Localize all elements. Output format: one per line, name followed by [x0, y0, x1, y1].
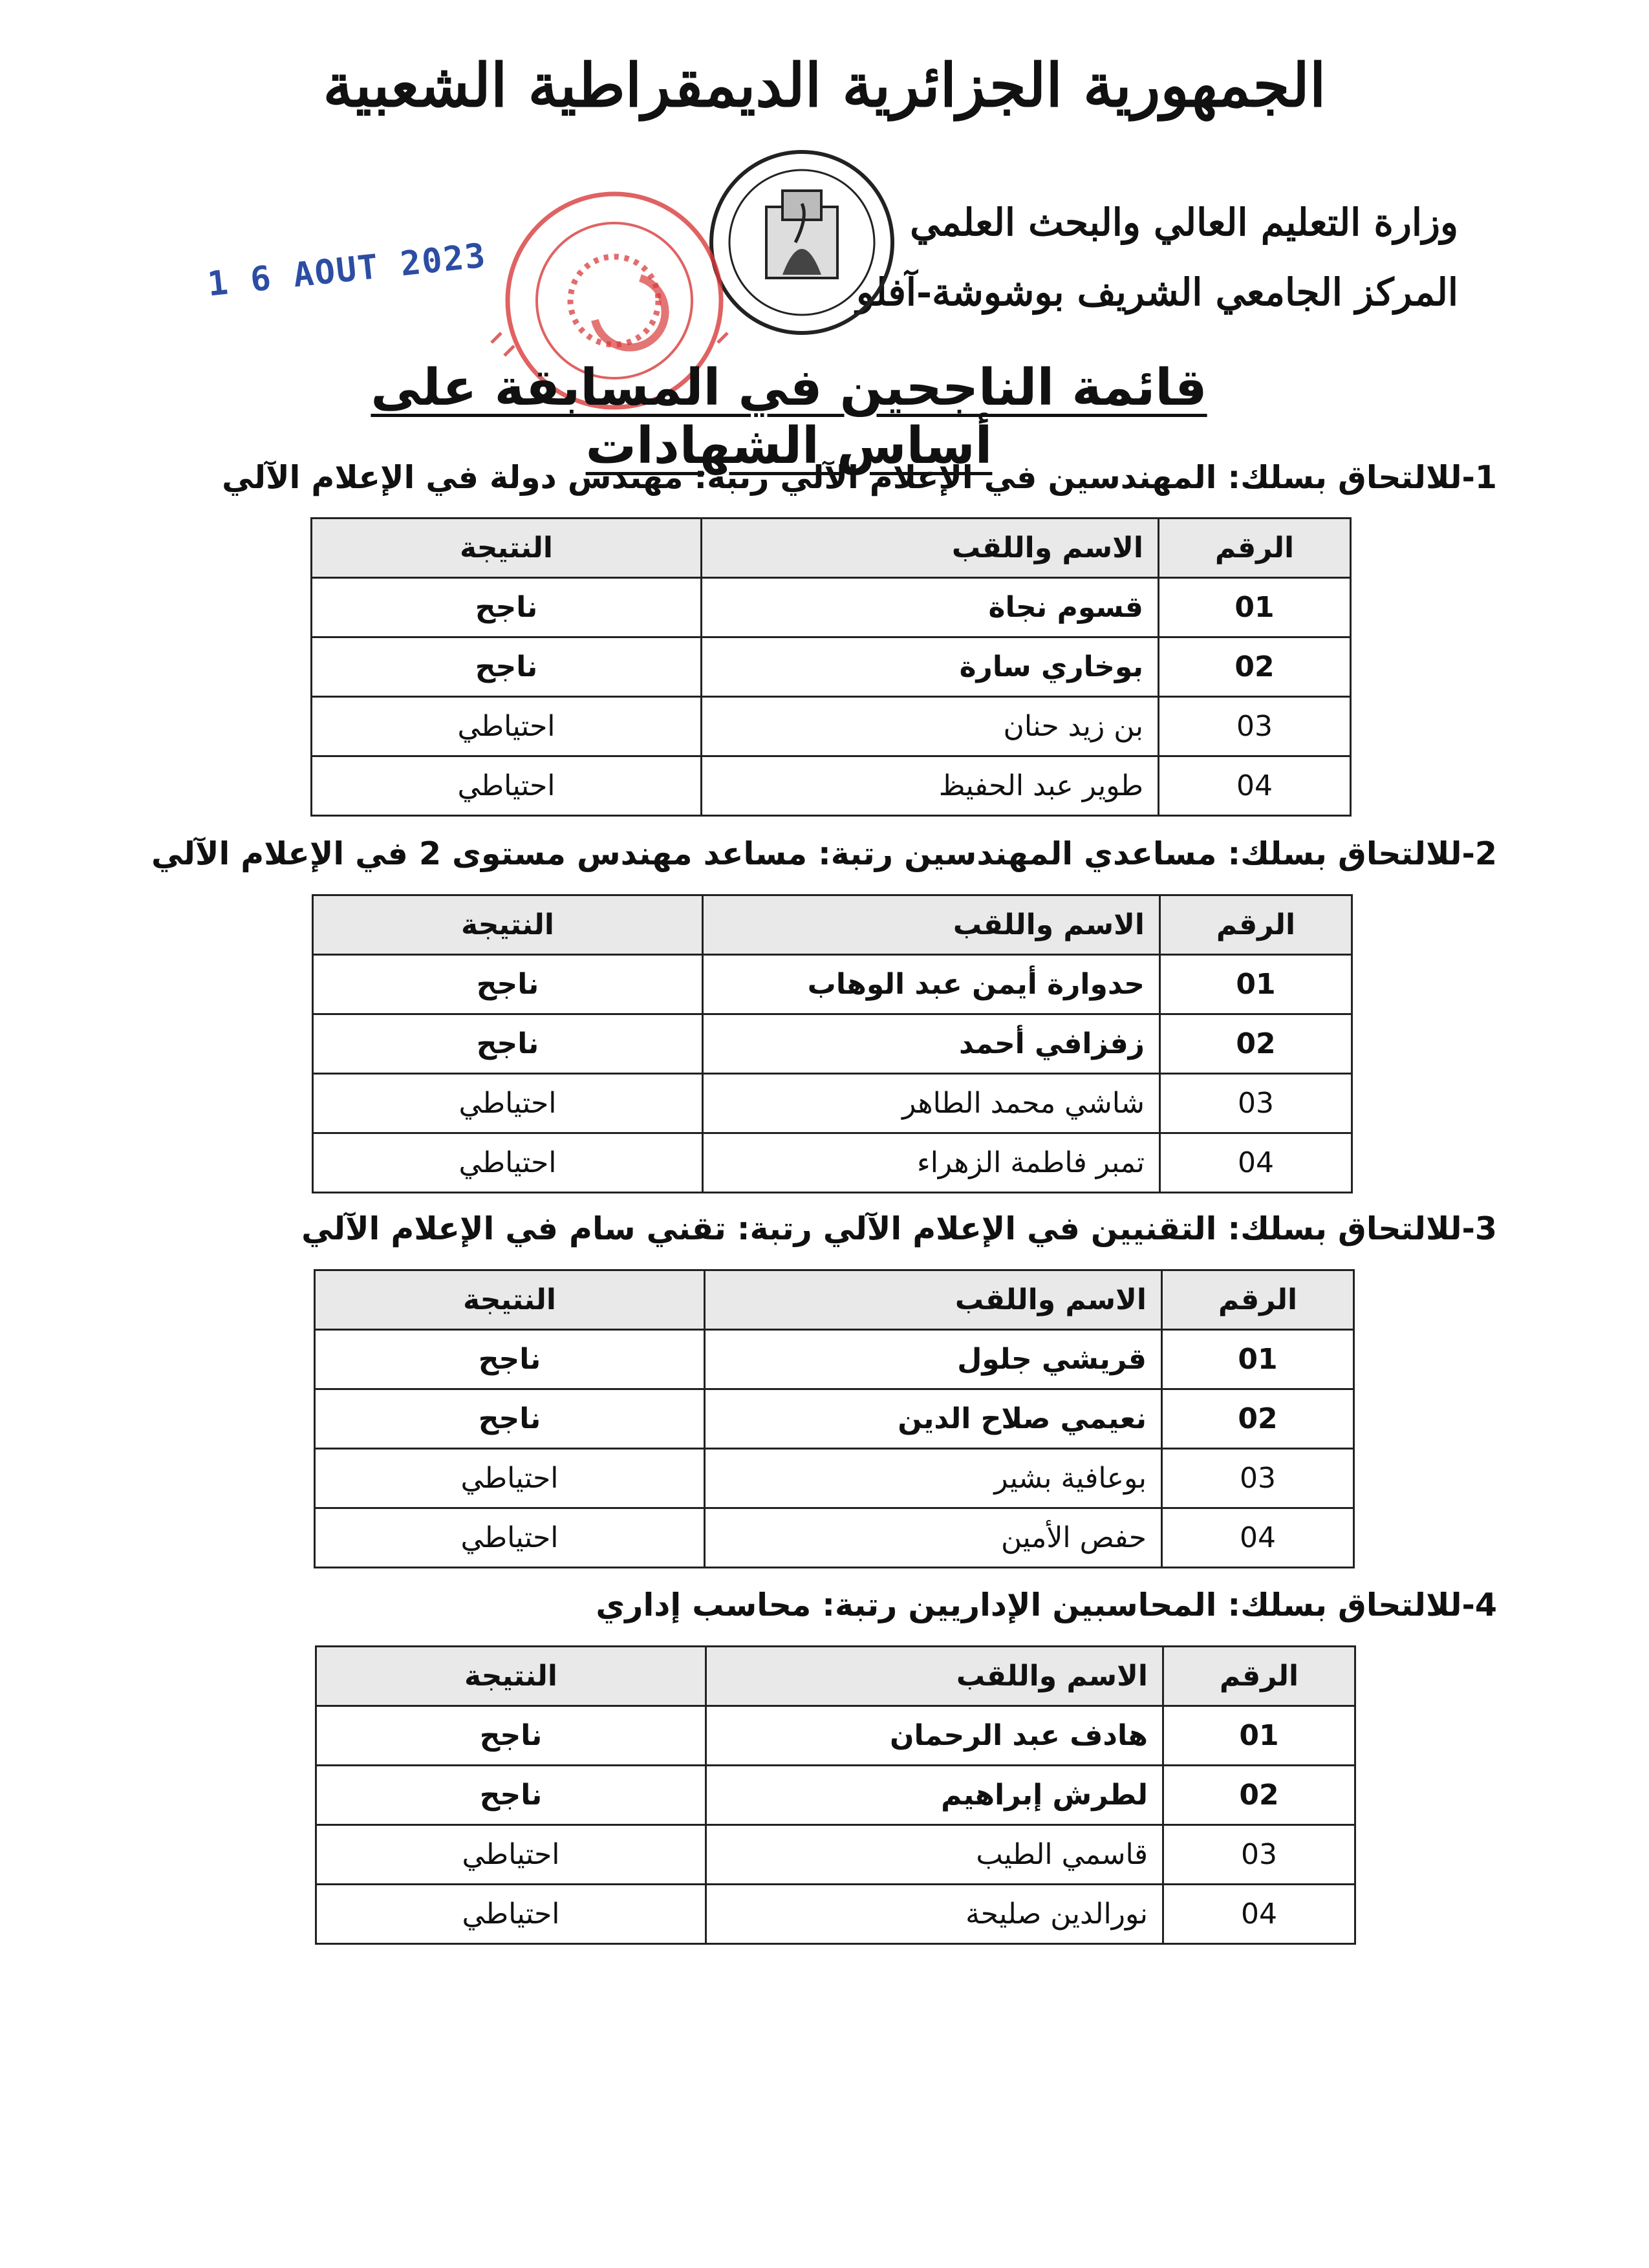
table-row — [313, 1014, 1352, 1074]
table-row — [316, 1825, 1355, 1885]
candidate-name: قسوم نجاة — [702, 578, 1159, 637]
row-number: 02 — [1162, 1389, 1354, 1449]
column-header-result: النتيجة — [312, 519, 702, 578]
ministry-name: وزارة التعليم العالي والبحث العلمي — [910, 200, 1458, 244]
result-cell: احتياطي — [315, 1508, 705, 1568]
row-number: 04 — [1162, 1508, 1354, 1568]
candidate-name: تمبر فاطمة الزهراء — [703, 1133, 1160, 1193]
row-number: 01 — [1159, 578, 1351, 637]
row-number: 03 — [1163, 1825, 1355, 1885]
candidate-name: بوخاري سارة — [702, 637, 1159, 697]
row-number: 03 — [1162, 1449, 1354, 1508]
candidate-name: حفص الأمين — [705, 1508, 1162, 1568]
candidate-name: قاسمي الطيب — [706, 1825, 1163, 1885]
row-number: 04 — [1163, 1885, 1355, 1944]
column-header-name: الاسم واللقب — [702, 519, 1159, 578]
candidate-name: بن زيد حنان — [702, 697, 1159, 756]
column-header-name: الاسم واللقب — [703, 895, 1160, 955]
institution-name: المركز الجامعي الشريف بوشوشة-آفلو — [856, 270, 1458, 314]
column-header-name: الاسم واللقب — [706, 1647, 1163, 1706]
section-4-table — [315, 1645, 1356, 1945]
candidate-name: حدوارة أيمن عبد الوهاب — [703, 955, 1160, 1014]
row-number: 02 — [1163, 1766, 1355, 1825]
table-row — [316, 1766, 1355, 1825]
table-row — [315, 1508, 1354, 1568]
column-header-number: الرقم — [1159, 519, 1351, 578]
column-header-number: الرقم — [1160, 895, 1352, 955]
table-row — [312, 697, 1351, 756]
section-3-table — [314, 1269, 1355, 1568]
result-cell: احتياطي — [312, 756, 702, 816]
table-row — [315, 1330, 1354, 1389]
row-number: 04 — [1159, 756, 1351, 816]
table-row — [316, 1885, 1355, 1944]
row-number: 01 — [1160, 955, 1352, 1014]
result-cell: ناجح — [315, 1330, 705, 1389]
section-2-table — [312, 894, 1353, 1193]
candidate-name: قريشي جلول — [705, 1330, 1162, 1389]
candidate-name: هادف عبد الرحمان — [706, 1706, 1163, 1766]
result-cell: ناجح — [313, 1014, 703, 1074]
result-cell: احتياطي — [313, 1133, 703, 1193]
table-header-row — [312, 519, 1351, 578]
table-row — [312, 578, 1351, 637]
section-2-heading: 2-للالتحاق بسلك: مساعدي المهندسين رتبة: مساعد مهندس مستوى 2 في الإعلام الآلي — [151, 835, 1497, 872]
column-header-result: النتيجة — [313, 895, 703, 955]
result-cell: ناجح — [316, 1706, 706, 1766]
table-row — [313, 1074, 1352, 1133]
table-row — [316, 1706, 1355, 1766]
row-number: 03 — [1159, 697, 1351, 756]
candidate-name: لطرش إبراهيم — [706, 1766, 1163, 1825]
result-cell: ناجح — [315, 1389, 705, 1449]
row-number: 04 — [1160, 1133, 1352, 1193]
candidate-name: زفزافي أحمد — [703, 1014, 1160, 1074]
table-row — [312, 756, 1351, 816]
row-number: 02 — [1160, 1014, 1352, 1074]
row-number: 01 — [1162, 1330, 1354, 1389]
result-cell: احتياطي — [313, 1074, 703, 1133]
result-cell: احتياطي — [316, 1825, 706, 1885]
section-3-heading: 3-للالتحاق بسلك: التقنيين في الإعلام الآلي رتبة: تقني سام في الإعلام الآلي — [301, 1210, 1497, 1247]
column-header-number: الرقم — [1163, 1647, 1355, 1706]
result-cell: ناجح — [312, 637, 702, 697]
column-header-name: الاسم واللقب — [705, 1270, 1162, 1330]
row-number: 01 — [1163, 1706, 1355, 1766]
candidate-name: طوير عبد الحفيظ — [702, 756, 1159, 816]
result-cell: ناجح — [316, 1766, 706, 1825]
result-cell: احتياطي — [312, 697, 702, 756]
result-cell: احتياطي — [316, 1885, 706, 1944]
date-received-stamp: 1 6 AOUT 2023 — [206, 236, 488, 305]
row-number: 03 — [1160, 1074, 1352, 1133]
candidate-name: نعيمي صلاح الدين — [705, 1389, 1162, 1449]
issuer-block — [856, 187, 1458, 327]
result-cell: ناجح — [312, 578, 702, 637]
column-header-result: النتيجة — [315, 1270, 705, 1330]
table-header-row — [316, 1647, 1355, 1706]
table-header-row — [313, 895, 1352, 955]
column-header-number: الرقم — [1162, 1270, 1354, 1330]
result-cell: ناجح — [313, 955, 703, 1014]
section-1-table — [310, 517, 1352, 817]
result-cell: احتياطي — [315, 1449, 705, 1508]
table-row — [315, 1449, 1354, 1508]
table-row — [313, 955, 1352, 1014]
column-header-result: النتيجة — [316, 1647, 706, 1706]
table-row — [312, 637, 1351, 697]
section-4-heading: 4-للالتحاق بسلك: المحاسبين الإداريين رتبة: محاسب إداري — [596, 1587, 1497, 1623]
candidate-name: بوعافية بشير — [705, 1449, 1162, 1508]
republic-title: الجمهورية الجزائرية الديمقراطية الشعبية — [323, 50, 1326, 120]
candidate-name: نورالدين صليحة — [706, 1885, 1163, 1944]
document-title: قائمة الناجحين في المسابقة على أساس الشهادات — [371, 359, 1207, 475]
section-1-heading: 1-للالتحاق بسلك: المهندسين في الإعلام الآلي رتبة: مهندس دولة في الإعلام الآلي — [222, 459, 1497, 496]
table-header-row — [315, 1270, 1354, 1330]
table-row — [315, 1389, 1354, 1449]
table-row — [313, 1133, 1352, 1193]
row-number: 02 — [1159, 637, 1351, 697]
candidate-name: شاشي محمد الطاهر — [703, 1074, 1160, 1133]
